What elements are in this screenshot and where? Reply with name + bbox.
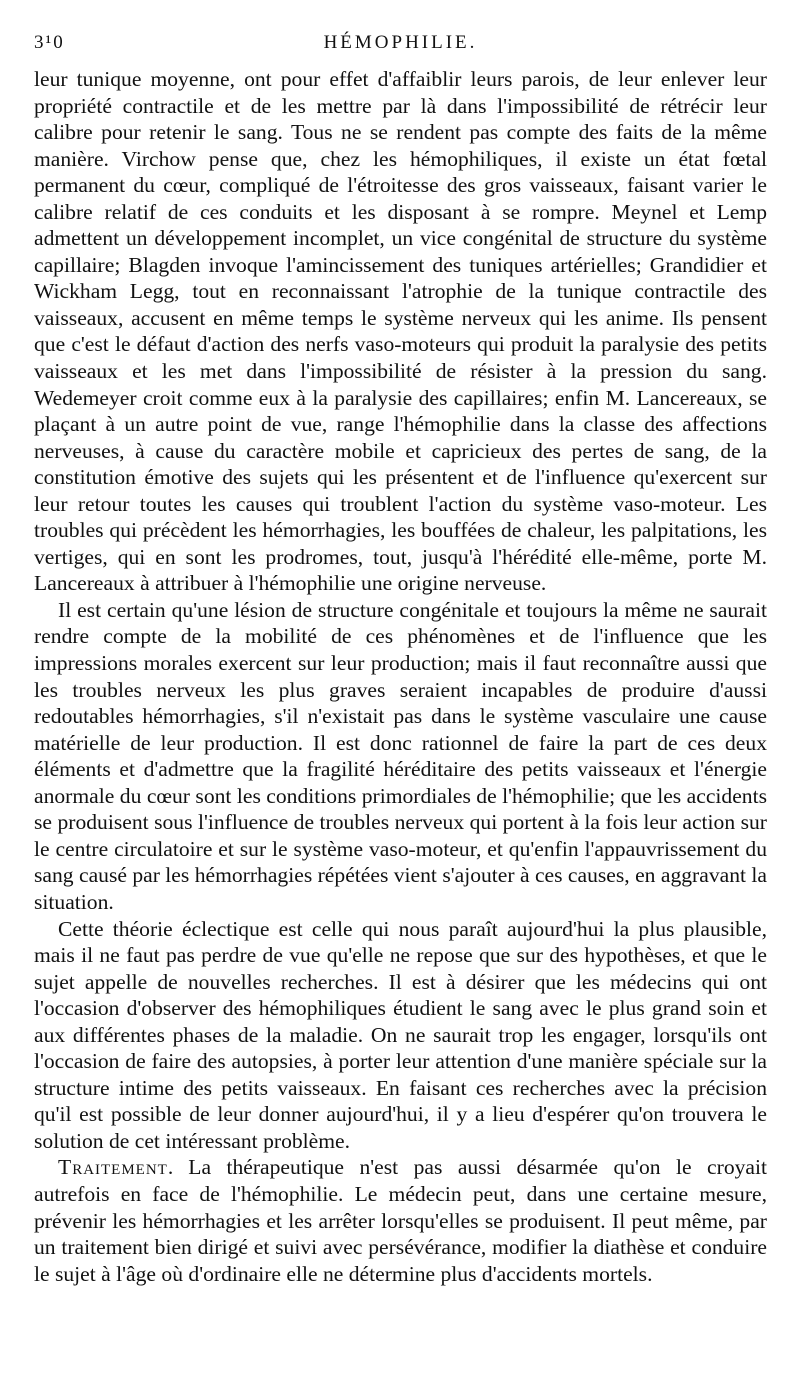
book-page <box>34 26 767 1287</box>
treatment-heading: Traitement. <box>58 1155 175 1180</box>
page-number: 3​¹0 <box>34 32 65 53</box>
paragraph-continuation: leur tunique moyenne, ont pour effet d'affaiblir leurs parois, de leur enlever leur propriété contractile et de les mettre par là dans l'impossibilité de rétrécir leur calibre pour retenir le sang. Tous ne se rendent pas compte des faits de la même manière. Virchow pense que, chez les hémophiliques, il existe un état fœtal permanent du cœur, compliqué de l'étroitesse des gros vaisseaux, faisant varier le calibre relatif de ces conduits et les disposant à se rompre. Meynel et Lemp admettent un développement incomplet, un vice congénital de structure du système capillaire; Blagden invoque l'amincissement des tuniques artérielles; Grandidier et Wickham Legg, tout en reconnaissant l'atrophie de la tunique contractile des vaisseaux, accusent en même temps le système nerveux qui les anime. Ils pensent que c'est le défaut d'action des nerfs vaso-moteurs qui produit la paralysie des petits vaisseaux et les met dans l'impossibilité de résister à la pression du sang. Wedemeyer croit comme eux à la paralysie des capillaires; enfin M. Lancereaux, se plaçant à un autre point de vue, range l'hémophilie dans la classe des affections nerveuses, à cause du caractère mobile et capricieux des pertes de sang, de la constitution émotive des sujets qui les présentent et de l'influence qu'exercent sur leur retour toutes les causes qui troublent l'action du système vaso-moteur. Les troubles qui précèdent les hémorrhagies, les bouffées de chaleur, les palpitations, les vertiges, qui en sont les prodromes, tout, jusqu'à l'hérédité elle-même, porte M. Lancereaux à attribuer à l'hémophilie une origine nerveuse. <box>34 67 767 596</box>
running-head <box>34 26 767 56</box>
body-text <box>34 66 767 1287</box>
paragraph: Cette théorie éclectique est celle qui nous paraît aujourd'hui la plus plausible, mais il ne faut pas perdre de vue qu'elle ne repose que sur des hypothèses, et que le sujet appelle de nouvelles recherches. Il est à désirer que les médecins qui ont l'occasion d'observer des hémophiliques étudient le sang avec le plus grand soin et aux différentes phases de la maladie. On ne saurait trop les engager, lorsqu'ils ont l'occasion de faire des autopsies, à porter leur attention d'une manière spéciale sur la structure intime des petits vaisseaux. En faisant ces recherches avec la précision qu'il est possible de leur donner aujourd'hui, il y a lieu d'espérer qu'on trouvera le solution de cet intéressant problème. <box>34 916 767 1153</box>
treatment-text: La thérapeutique n'est pas aussi désarmée qu'on le croyait autrefois en face de l'hémophilie. Le médecin peut, dans une certaine mesure, prévenir les hémorrhagies et les arrêter lorsqu'elles se produisent. Il peut même, par un traitement bien dirigé et suivi avec persévérance, modifier la diathèse et conduire le sujet à l'âge où d'ordinaire elle ne détermine plus d'accidents mortels. <box>34 1155 767 1286</box>
treatment-paragraph <box>34 1154 767 1287</box>
paragraph: Il est certain qu'une lésion de structure congénitale et toujours la même ne saurait rendre compte de la mobilité de ces phénomènes et de l'influence que les impressions morales exercent sur leur production; mais il faut reconnaître aussi que les troubles nerveux les plus graves seraient incapables de produire d'aussi redoutables hémorrhagies, s'il n'existait pas dans le système vasculaire une cause matérielle de leur production. Il est donc rationnel de faire la part de ces deux éléments et d'admettre que la fragilité héréditaire des petits vaisseaux et l'énergie anormale du cœur sont les conditions primordiales de l'hémophilie; que les accidents se produisent sous l'influence de troubles nerveux qui portent à la fois leur action sur le centre circulatoire et sur le système vaso-moteur, et qu'enfin l'appauvrissement du sang causé par les hémorrhagies répétées vient s'ajouter à ces causes, en aggravant la situation. <box>34 597 767 914</box>
running-title: HÉMOPHILIE. <box>323 32 478 53</box>
